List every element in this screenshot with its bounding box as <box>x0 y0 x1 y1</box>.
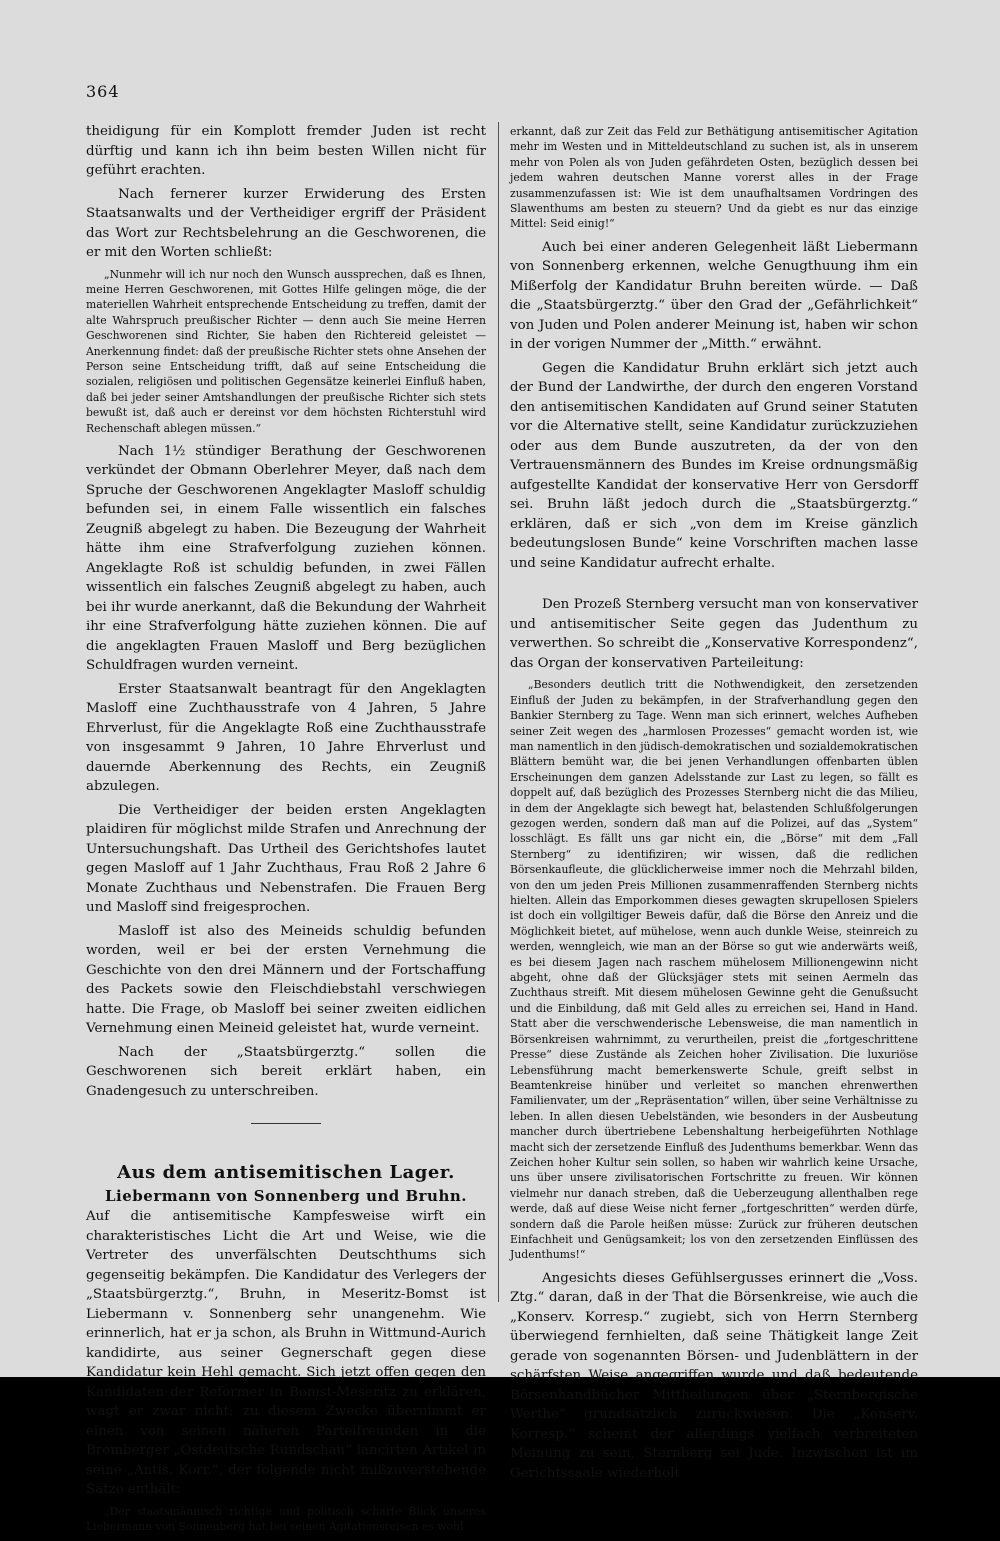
paragraph: Nach der „Staatsbürgerztg.“ sollen die Geschworenen sich bereit erklärt haben, ein Gnadengesuch zu unterschreiben. <box>86 1044 486 1099</box>
paragraph: Die Vertheidiger der beiden ersten Angeklagten plaidiren für möglichst milde Strafen und Anrechnung der Untersuchungshaft. Das Urtheil des Gerichtshofes lautet gegen Masloff auf 1 Jahr Zuchthaus, Frau Roß 2 Jahre 6 Monate Zuchthaus und Nebenstrafen. Die Frauen Berg und Masloff sind freigesprochen. <box>86 802 486 916</box>
block-quote: erkannt, daß zur Zeit das Feld zur Bethätigung antisemitischer Agitation mehr im Westen und in Mitteldeutschland zu suchen ist, als in unserem mehr von Polen als von Juden gefährdeten Osten, bezüglich dessen bei jedem wahren deutschen Manne vorerst alles in der Frage zusammenzufassen ist: Wie ist dem unaufhaltsamen Vordringen des Slawenthums am besten zu steuern? Und da giebt es nur das einzige Mittel: Seid einig!“ <box>510 125 918 231</box>
spacer <box>510 577 918 595</box>
page-number: 364 <box>86 82 120 101</box>
right-column <box>510 122 918 1487</box>
paragraph: Angesichts dieses Gefühlsergusses erinnert die „Voss. Ztg.“ daran, daß in der That die Börsenkreise, wie auch die „Konserv. Korresp.“ zugiebt, sich von Herrn Sternberg überwiegend fernhielten, daß seine Thätigkeit lange Zeit gerade von sogenannten Börsen- und Judenblättern in der schärfsten Weise angegriffen wurde und daß bedeutende Börsenhandbücher Mittheilungen über „Sternbergische Werthe“ grundsätzlich zurückwiesen. Die „Konserv. Korresp.“ scheint der allerdings vielfach verbreiteten Meinung zu sein, Sternberg sei Jude. Inzwischen ist im Gerichtssaale wiederholt <box>510 1270 918 1481</box>
article-subtitle: Liebermann von Sonnenberg und Bruhn. <box>105 1187 467 1206</box>
paragraph: Masloff ist also des Meineids schuldig befunden worden, weil er bei der ersten Vernehmung die Geschichte von den drei Männern und der Fortschaffung des Packets sowie den Fleischdiebstahl verschwiegen hatte. Die Frage, ob Masloff bei seiner zweiten eidlichen Vernehmung einen Meineid geleistet hat, wurde verneint. <box>86 923 486 1037</box>
paragraph: theidigung für ein Komplott fremder Juden ist recht dürftig und kann ich ihn beim besten Willen nicht für geführt erachten. <box>86 124 486 178</box>
section-title: Aus dem antisemitischen Lager. <box>117 1162 455 1184</box>
paragraph: Gegen die Kandidatur Bruhn erklärt sich jetzt auch der Bund der Landwirthe, der durch den engeren Vorstand den antisemitischen Kandidaten auf Grund seiner Statuten vor die Alternative stellt, seine Kandidatur zurückzuziehen oder aus dem Bunde auszutreten, da der von den Vertrauensmännern des Bundes im Kreise ordnungsmäßig aufgestellte Kandidat der konservative Herr von Gersdorff sei. Bruhn läßt jedoch durch die „Staatsbürgerztg.“ erklären, daß er sich „von dem im Kreise gänzlich bedeutungslosen Bunde“ keine Vorschriften machen lasse und seine Kandidatur aufrecht erhalte. <box>510 360 918 571</box>
paragraph: Auf die antisemitische Kampfesweise wirft ein charakteristisches Licht die Art und Weise, wie die Vertreter des unverfälschten Deutschthums sich gegenseitig bekämpfen. Die Kandidatur des Verlegers der „Staatsbürgerztg.“, Bruhn, in Meseritz-Bomst ist Liebermann v. Sonnenberg sehr unangenehm. Wie erinnerlich, hat er ja schon, als Bruhn in Wittmund-Aurich kandidirte, aus seiner Gegnerschaft gegen diese Kandidatur kein Hehl gemacht. Sich jetzt offen gegen den Kandidaten der Reformer in Bomst-Meseritz zu erklären, wagt er zwar nicht; zu diesem Zwecke übernimmt er einen von seinen näheren Parteifreunden in die Bromberger „Ostdeutsche Rundschau“ lancirten Artikel in seine „Antis. Korr.“, der folgende nicht mißzuverstehende Sätze enthält: <box>86 1209 486 1498</box>
paragraph: Den Prozeß Sternberg versucht man von konservativer und antisemitischer Seite gegen das Judenthum zu verwerthen. So schreibt die „Konservative Korrespondenz“, das Organ der konservativen Parteileitung: <box>510 597 918 671</box>
block-quote: „Nunmehr will ich nur noch den Wunsch aussprechen, daß es Ihnen, meine Herren Geschworenen, mit Gottes Hilfe gelingen möge, die der materiellen Wahrheit entsprechende Entscheidung zu treffen, damit der alte Wahrspruch preußischer Richter — denn auch Sie meine Herren Geschworenen sind Richter, Sie haben den Richtereid geleistet — Anerkennung findet: daß der preußische Richter stets ohne Ansehen der Person seine Entscheidung trifft, daß auf seine Entscheidung die sozialen, religiösen und politischen Gegensätze keinerlei Einfluß haben, daß bei jeder seiner Amtshandlungen der preußische Richter sich stets bewußt ist, daß auch er dereinst vor dem höchsten Richterstuhl wird Rechenschaft ablegen müssen.“ <box>86 267 486 435</box>
column-divider <box>498 122 499 1302</box>
paragraph: Auch bei einer anderen Gelegenheit läßt Liebermann von Sonnenberg erkennen, welche Genugthuung ihm ein Mißerfolg der Kandidatur Bruhn bereiten würde. — Daß die „Staatsbürgerztg.“ über den Grad der „Gefährlichkeit“ von Juden und Polen anderer Meinung ist, haben wir schon in der vorigen Nummer der „Mitth.“ erwähnt. <box>510 239 918 353</box>
left-column <box>86 122 486 1541</box>
section-separator <box>251 1123 321 1124</box>
paragraph: Erster Staatsanwalt beantragt für den Angeklagten Masloff eine Zuchthausstrafe von 4 Jahren, 5 Jahre Ehrverlust, für die Angeklagte Roß eine Zuchthausstrafe von insgesammt 9 Jahren, 10 Jahre Ehrverlust und dauernde Aberkennung des Rechts, ein Zeugniß abzulegen. <box>86 681 486 795</box>
paragraph: Nach 1½ stündiger Berathung der Geschworenen verkündet der Obmann Oberlehrer Meyer, daß nach dem Spruche der Geschworenen Angeklagter Masloff schuldig befunden sei, in einem Falle wissentlich ein falsches Zeugniß abgelegt zu haben. Die Bezeugung der Wahrheit hätte ihm eine Strafverfolgung zuziehen können. Angeklagte Roß ist schuldig befunden, in zwei Fällen wissentlich ein falsches Zeugniß abgelegt zu haben, auch bei ihr wurde anerkannt, daß die Bekundung der Wahrheit ihr eine Strafverfolgung hätte zuziehen können. Die auf die angeklagten Frauen Masloff und Berg bezüglichen Schuldfragen wurden verneint. <box>86 443 486 674</box>
block-quote: „Der staatsmännisch richtige und politisch scharfe Blick unseres Liebermann von Sonnenberg hat bei seinen Agitationsreisen es wohl <box>86 1504 486 1534</box>
block-quote: „Besonders deutlich tritt die Nothwendigkeit, den zersetzenden Einfluß der Juden zu bekämpfen, in der Strafverhandlung gegen den Bankier Sternberg zu Tage. Wenn man sich erinnert, welches Aufheben seiner Zeit wegen des „harmlosen Prozesses“ gemacht worden ist, wie man namentlich in den jüdisch-demokratischen und sozialdemokratischen Blättern bemüht war, die bei jenen Verhandlungen offenbarten üblen Erscheinungen dem ganzen Adelsstande zur Last zu legen, so fällt es doppelt auf, daß bezüglich des Prozesses Sternberg nicht die das Milieu, in dem der Angeklagte sich bewegt hat, belastenden Schlußfolgerungen gezogen werden, sondern daß man auf die Polizei, auf das „System“ losschlägt. Es fällt uns gar nicht ein, die „Börse“ mit dem „Fall Sternberg“ zu identifiziren; wir wissen, daß die redlichen Börsenkaufleute, die glücklicherweise immer noch die Mehrzahl bilden, von den um jeden Preis Millionen zusammenraffenden Sternberg nichts hielten. Allein das Emporkommen dieses gewagten skrupellosen Spielers ist doch ein vollgiltiger Beweis dafür, daß die Börse den Anreiz und die Möglichkeit bietet, auf mühelose, wenn auch dunkle Weise, steinreich zu werden, wenngleich, wie man an der Börse so gut wie anderwärts weiß, es bei diesem Jagen nach raschem mühelosem Millionengewinn nicht abgeht, ohne daß der Glücksjäger stets mit seinen Aermeln das Zuchthaus streift. Mit diesem mühelosen Gewinne geht die Genußsucht und die Einbildung, daß mit Geld alles zu erreichen sei, Hand in Hand. Statt aber die verschwenderische Lebensweise, die man namentlich in Börsenkreisen wahrnimmt, zu verurtheilen, preist die „fortgeschrittene Presse“ diese Zustände als Zeichen hoher Zivilisation. Die luxuriöse Lebensführung macht bemerkenswerte Schule, greift selbst in Beamtenkreise hinüber und verleitet so manchen ehrenwerthen Familienvater, um der „Repräsentation“ willen, über seine Verhältnisse zu leben. In allen diesen Uebelständen, wie besonders in der Ausbeutung mancher durch übertriebene Lebenshaltung herbeigeführten Nothlage macht sich der zersetzende Einfluß des Judenthums bemerkbar. Wenn das Zeichen hoher Kultur sein sollen, so haben wir wahrlich keine Ursache, uns über unsere zivilisatorischen Fortschritte zu freuen. Wir können vielmehr nur danach streben, daß die Ueberzeugung allenthalben rege werde, daß auf diese Weise nicht ferner „fortgeschritten“ werden dürfe, sondern daß die Parole heißen müsse: Zurück zur früheren deutschen Einfachheit und Genügsamkeit; los von den zersetzenden Einflüssen des Judenthums!“ <box>510 678 918 1262</box>
paragraph: Nach fernerer kurzer Erwiderung des Ersten Staatsanwalts und der Vertheidiger ergriff der Präsident das Wort zur Rechtsbelehrung an die Geschworenen, die er mit den Worten schließt: <box>86 186 486 260</box>
